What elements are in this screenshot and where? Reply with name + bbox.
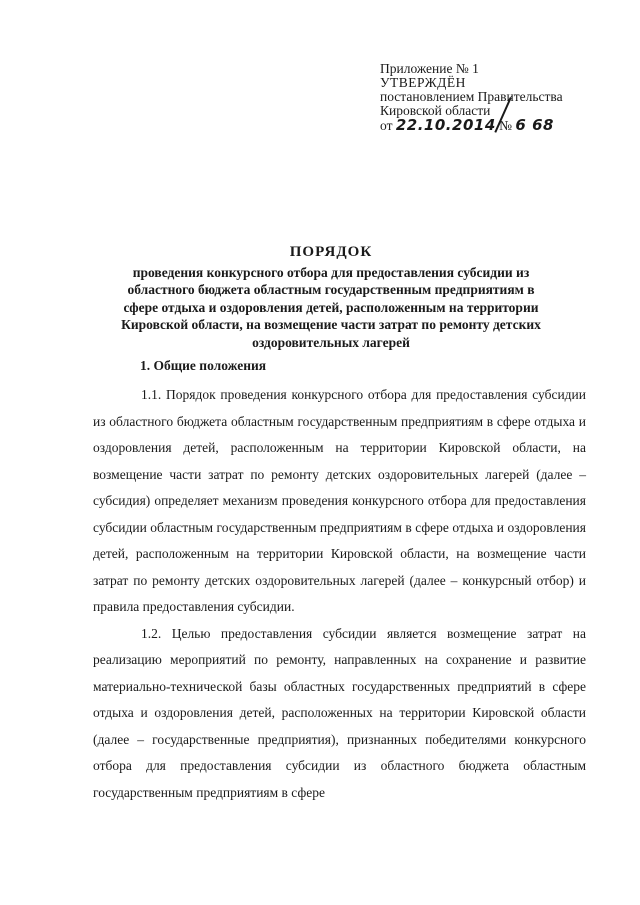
paragraph-1-1: 1.1. Порядок проведения конкурсного отбора для предоставления субсидии из областного бюджета областным государственным предприятиям в сфере отдыха и оздоровления детей, расположенным на территории Кировской области, на возмещение части затрат по ремонту детских оздоровительных лагерей (далее – субсидия) определяет механизм проведения конкурсного отбора для предоставления субсидии областным государственным предприятиям в сфере отдыха и оздоровления детей, расположенным на территории Кировской области, на возмещение части затрат по ремонту детских оздоровительных лагерей (далее – конкурсный отбор) и правила предоставления субсидии.: [93, 387, 586, 614]
section-heading: 1. Общие положения: [140, 358, 267, 373]
title-line-1: проведения конкурсного отбора для предоставления субсидии из: [132, 264, 530, 280]
appendix-label: Приложение № 1: [380, 61, 479, 76]
section-body: [93, 382, 586, 806]
approved-stamp-text: УТВЕРЖДЁН: [380, 75, 466, 90]
decree-date-line: [380, 118, 620, 133]
title-line-2: областного бюджета областным государственным предприятиям в: [127, 282, 535, 297]
number-prefix: №: [499, 118, 513, 133]
document-title: [96, 244, 566, 351]
paragraph-1-2: 1.2. Целью предоставления субсидии является возмещение затрат на реализацию мероприятий по ремонту, направленных на сохранение и развитие материально-технической базы областных государственных предприятий в сфере отдыха и оздоровления детей, расположенных на территории Кировской области (далее – государственные предприятия), признанных победителями конкурсного отбора для предоставления субсидии из областного бюджета областным государственным предприятиям в сфере: [93, 625, 586, 800]
date-prefix: от: [380, 118, 393, 133]
title-line-3: сфере отдыха и оздоровления детей, расположенным на территории: [123, 299, 539, 315]
title-line-5: оздоровительных лагерей: [252, 334, 410, 350]
decree-line-2: Кировской области: [380, 103, 491, 118]
approval-header: [380, 62, 620, 133]
decree-line-1: постановлением Правительства: [380, 89, 563, 104]
title-heading: ПОРЯДОК: [289, 244, 373, 260]
title-line-4: Кировской области, на возмещение части затрат по ремонту детских: [121, 317, 541, 332]
handwritten-number: 6 68: [515, 116, 554, 134]
handwritten-date: 22.10.2014: [395, 116, 496, 134]
